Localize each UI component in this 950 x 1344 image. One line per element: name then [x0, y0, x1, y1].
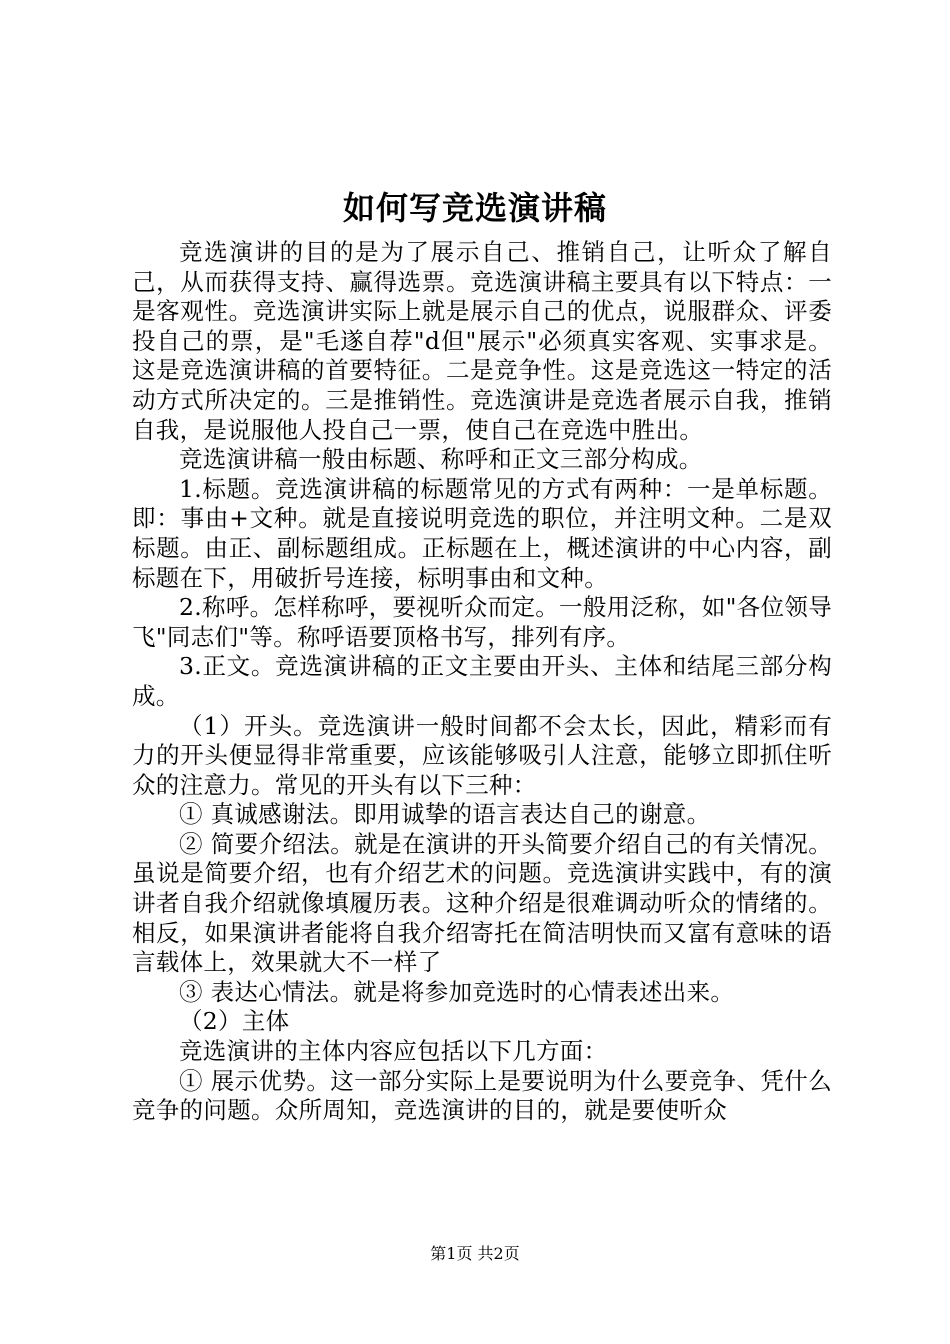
document-title: 如何写竞选演讲稿: [342, 189, 607, 227]
paragraph-intro: 竞选演讲的目的是为了展示自己、推销自己，让听众了解自己，从而获得支持、赢得选票。竞选演讲稿主要具有以下特点：一是客观性。竞选演讲实际上就是展示自己的优点，说服群众、评委投自己的票，是"毛遂自荐"d但"展示"必须真实客观、实事求是。这是竞选演讲稿的首要特征。二是竞争性。这是竞选这一特定的活动方式所决定的。三是推销性。竞选演讲是竞选者展示自我，推销自我，是说服他人投自己一票，使自己在竞选中胜出。: [132, 238, 832, 444]
paragraph-opening-method-1: ① 真诚感谢法。即用诚挚的语言表达自己的谢意。: [179, 800, 711, 829]
paragraph-title-section: 1.标题。竞选演讲稿的标题常见的方式有两种：一是单标题。即：事由+文种。就是直接说明竞选的职位，并注明文种。二是双标题。由正、副标题组成。正标题在上，概述演讲的中心内容，副标题在下，用破折号连接，标明事由和文种。: [132, 474, 832, 592]
paragraph-body-section: 3.正文。竞选演讲稿的正文主要由开头、主体和结尾三部分构成。: [132, 652, 832, 710]
document-body: [132, 238, 832, 1126]
paragraph-opening-method-2: ② 简要介绍法。就是在演讲的开头简要介绍自己的有关情况。虽说是简要介绍，也有介绍艺术的问题。竞选演讲实践中，有的演讲者自我介绍就像填履历表。这种介绍是很难调动听众的情绪的。相反，如果演讲者能将自我介绍寄托在简洁明快而又富有意味的语言载体上，效果就大不一样了: [132, 829, 832, 977]
paragraph-structure: 竞选演讲稿一般由标题、称呼和正文三部分构成。: [179, 445, 703, 474]
paragraph-main-intro: 竞选演讲的主体内容应包括以下几方面：: [179, 1037, 608, 1066]
paragraph-opening-method-3: ③ 表达心情法。就是将参加竞选时的心情表述出来。: [179, 977, 735, 1006]
paragraph-main-point-1: ① 展示优势。这一部分实际上是要说明为什么要竞争、凭什么竞争的问题。众所周知，竞选演讲的目的，就是要使听众: [132, 1066, 832, 1125]
paragraph-salutation-section: 2.称呼。怎样称呼，要视听众而定。一般用泛称，如"各位领导飞"同志们"等。称呼语要顶格书写，排列有序。: [132, 593, 832, 651]
paragraph-opening: （1）开头。竞选演讲一般时间都不会太长，因此，精彩而有力的开头便显得非常重要，应该能够吸引人注意，能够立即抓住听众的注意力。常见的开头有以下三种：: [132, 711, 832, 799]
page-footer: 第1页 共2页: [430, 1244, 520, 1263]
paragraph-main-heading: （2）主体: [179, 1007, 290, 1036]
